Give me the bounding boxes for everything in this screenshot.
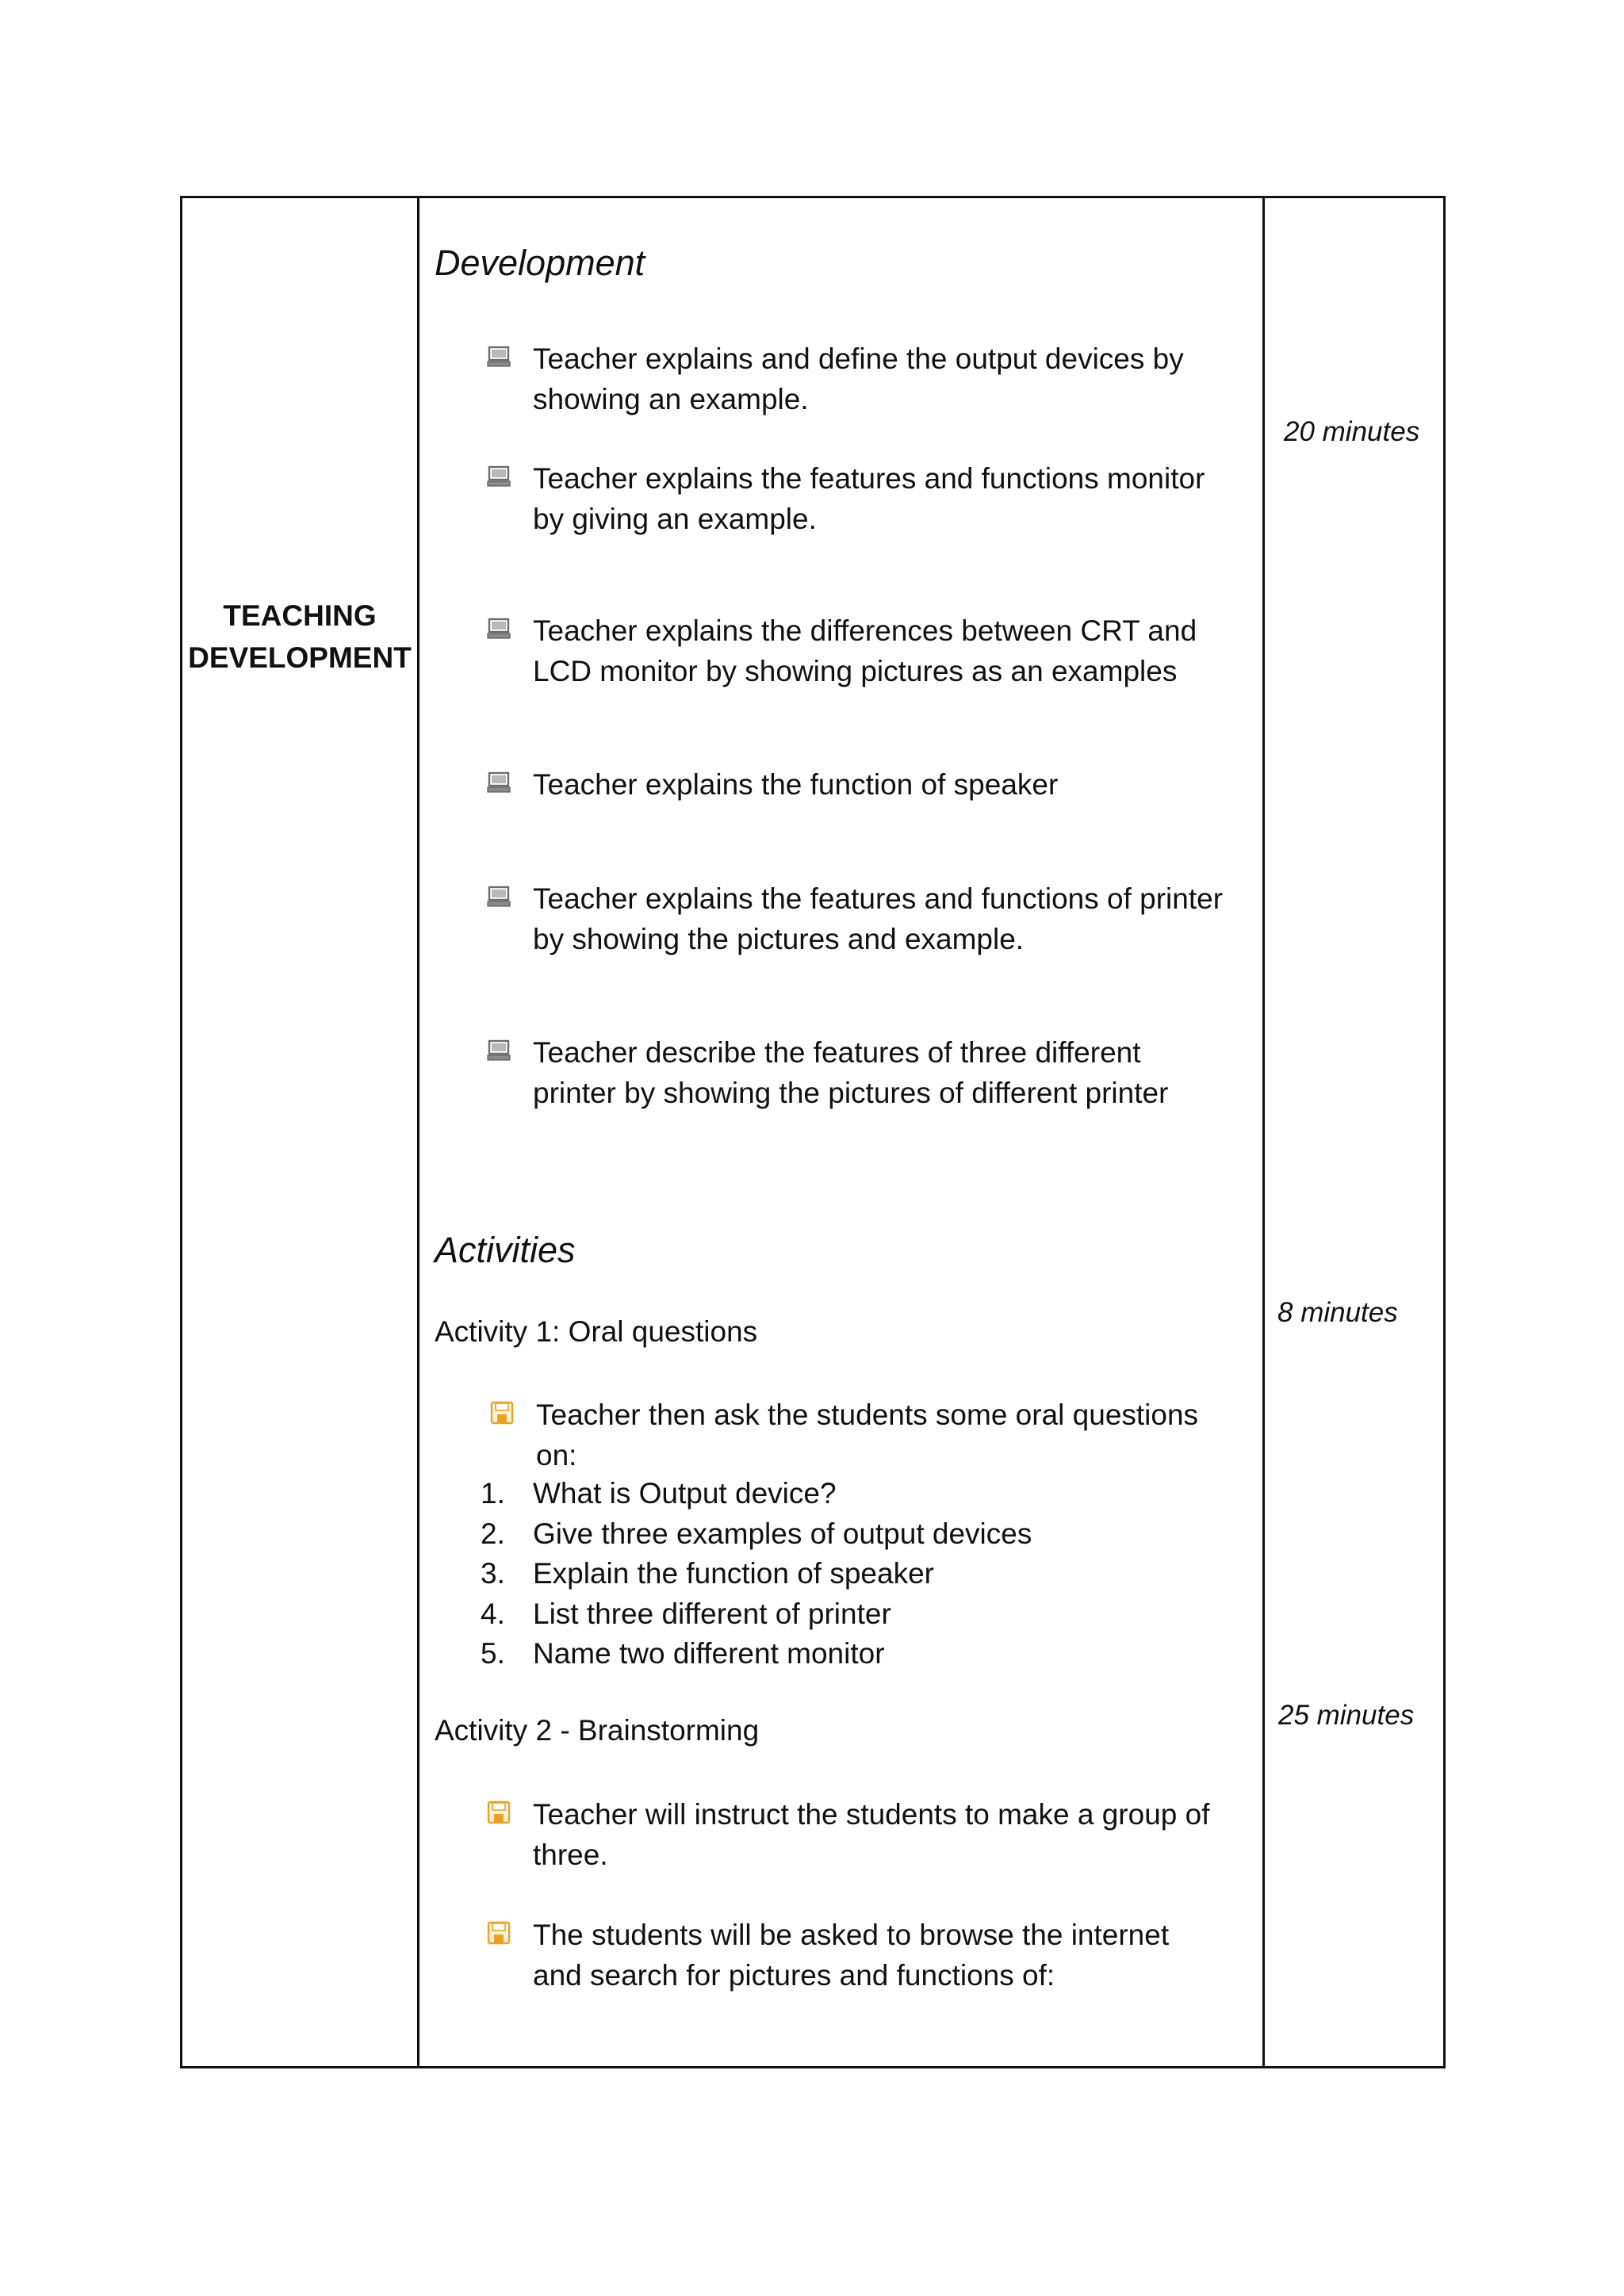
list-text: List three different of printer	[533, 1597, 891, 1630]
column-divider	[417, 196, 419, 2068]
time-activity-2: 25 minutes	[1278, 1700, 1415, 1731]
list-item	[481, 1473, 1258, 1513]
column-divider	[1262, 196, 1265, 2068]
bullet-text: on:	[536, 1439, 577, 1471]
list-item	[481, 1553, 1258, 1594]
bullet-text: Teacher explains and define the output devices by	[533, 342, 1184, 375]
floppy-disk-icon	[490, 1401, 514, 1425]
activity-1-title: Activity 1: Oral questions	[435, 1315, 758, 1348]
list-text: What is Output device?	[533, 1477, 837, 1510]
list-text: Give three examples of output devices	[533, 1517, 1032, 1550]
computer-icon	[487, 465, 511, 488]
list-number: 1.	[481, 1477, 505, 1510]
list-item	[481, 1594, 1258, 1634]
bullet-text: by showing the pictures and example.	[533, 923, 1025, 955]
oral-questions-list	[481, 1473, 1258, 1674]
list-number: 3.	[481, 1557, 505, 1590]
list-number: 4.	[481, 1597, 505, 1630]
time-development: 20 minutes	[1284, 416, 1420, 447]
row-label-line: DEVELOPMENT	[188, 641, 412, 674]
development-heading: Development	[435, 243, 645, 283]
computer-icon	[487, 345, 511, 369]
list-item	[481, 1513, 1258, 1554]
bullet-text: and search for pictures and functions of:	[533, 1959, 1055, 1992]
bullet-text: The students will be asked to browse the internet	[533, 1919, 1170, 1951]
computer-icon	[487, 771, 511, 794]
list-text: Name two different monitor	[533, 1637, 885, 1670]
bullet-text: printer by showing the pictures of different printer	[533, 1077, 1169, 1109]
row-label	[182, 595, 417, 679]
activity-2-title: Activity 2 - Brainstorming	[435, 1714, 760, 1747]
floppy-disk-icon	[487, 1921, 511, 1945]
activities-heading: Activities	[435, 1230, 576, 1270]
bullet-text: LCD monitor by showing pictures as an examples	[533, 655, 1178, 687]
computer-icon	[487, 885, 511, 909]
bullet-text: by giving an example.	[533, 503, 817, 535]
row-label-line: TEACHING	[223, 599, 377, 632]
bullet-text: three.	[533, 1839, 608, 1871]
bullet-text: Teacher explains the function of speaker	[533, 768, 1059, 801]
bullet-text: Teacher describe the features of three different	[533, 1036, 1141, 1069]
bullet-text: Teacher explains the features and functions monitor	[533, 462, 1205, 495]
list-text: Explain the function of speaker	[533, 1557, 934, 1590]
list-number: 2.	[481, 1517, 505, 1550]
bullet-text: showing an example.	[533, 383, 809, 415]
time-activity-1: 8 minutes	[1277, 1297, 1398, 1328]
floppy-disk-icon	[487, 1800, 511, 1824]
list-number: 5.	[481, 1637, 505, 1670]
computer-icon	[487, 617, 511, 641]
list-item	[481, 1633, 1258, 1674]
bullet-text: Teacher explains the features and functions of printer	[533, 882, 1224, 915]
bullet-text: Teacher will instruct the students to make a group of	[533, 1798, 1210, 1831]
bullet-text: Teacher then ask the students some oral questions	[536, 1399, 1199, 1431]
computer-icon	[487, 1039, 511, 1062]
bullet-text: Teacher explains the differences between CRT and	[533, 614, 1197, 647]
